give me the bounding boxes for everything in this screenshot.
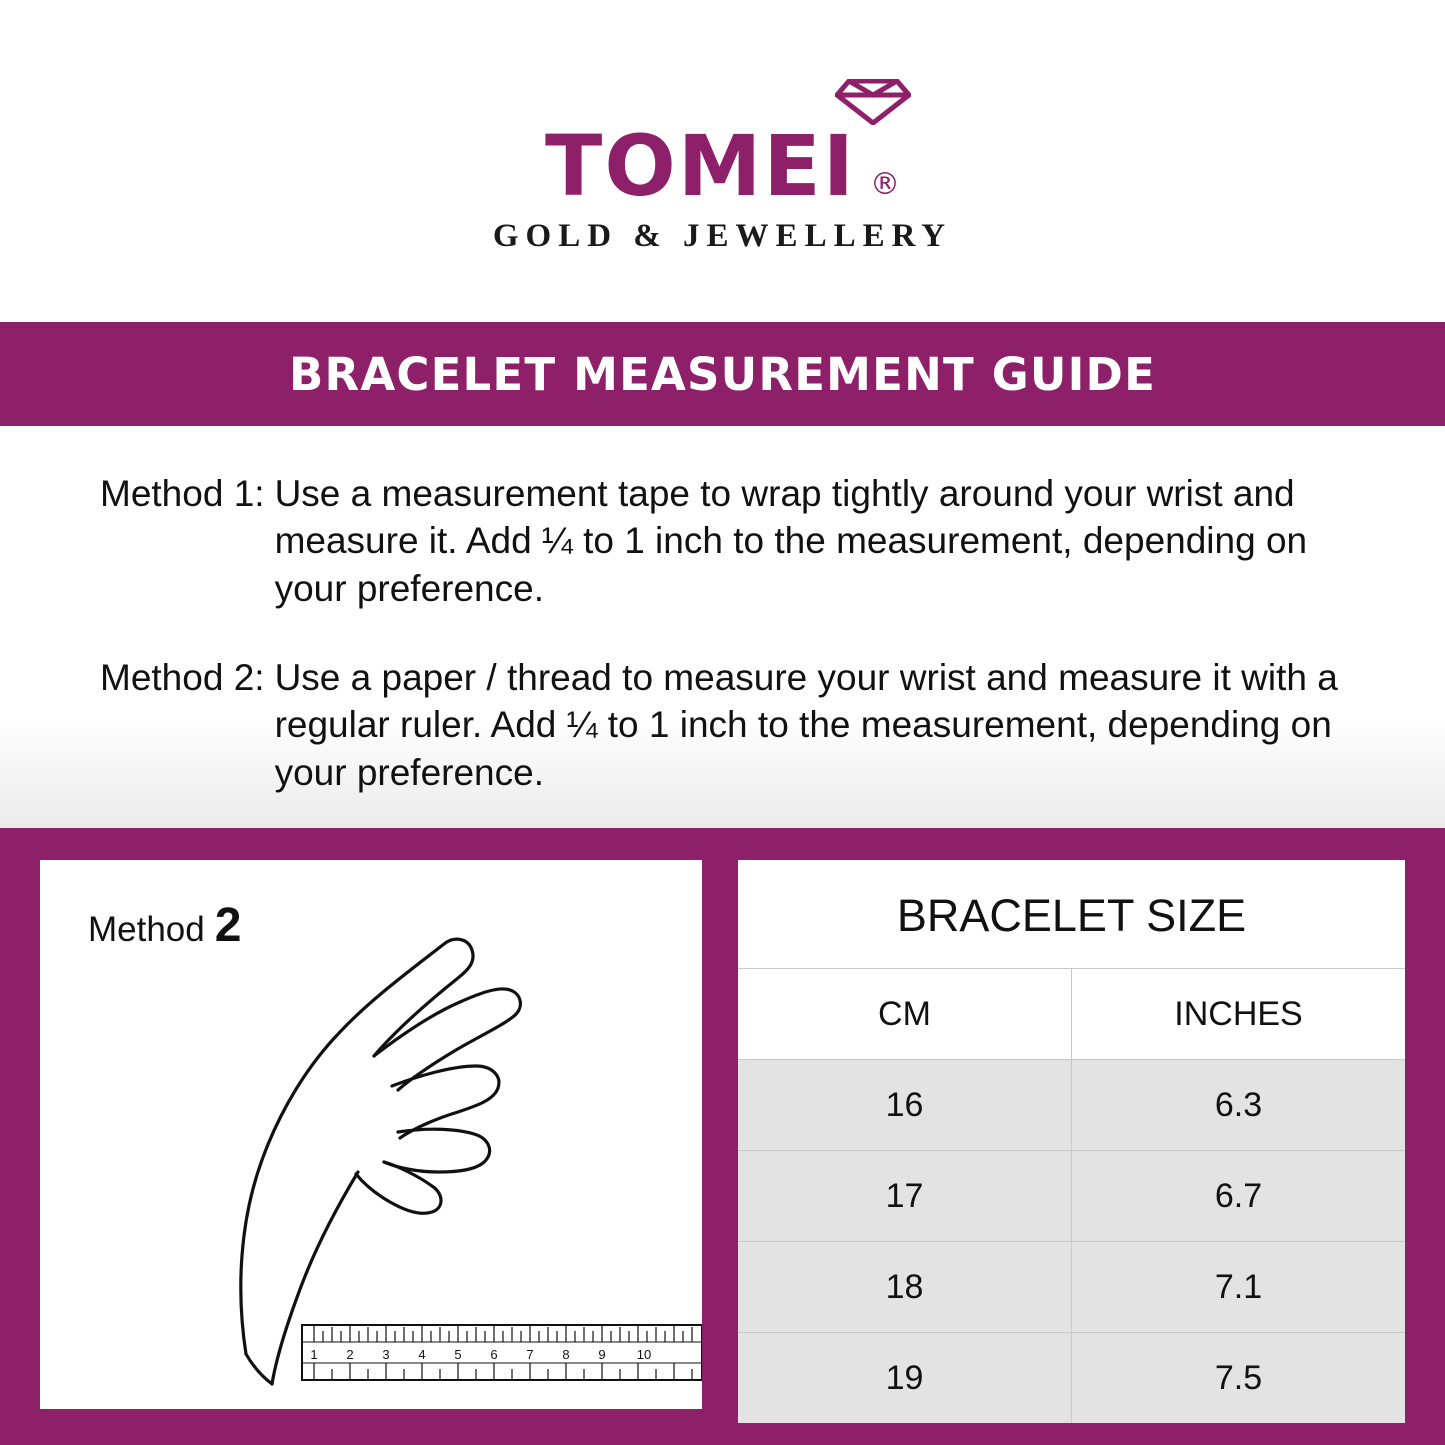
brand-tagline: GOLD & JEWELLERY bbox=[492, 218, 953, 255]
table-row bbox=[738, 1333, 1405, 1424]
page-title: BRACELET MEASUREMENT GUIDE bbox=[288, 347, 1157, 401]
svg-text:9: 9 bbox=[598, 1347, 606, 1362]
table-row bbox=[738, 1242, 1405, 1333]
svg-text:4: 4 bbox=[418, 1347, 426, 1362]
svg-text:7: 7 bbox=[526, 1347, 534, 1362]
cell-cm: 19 bbox=[738, 1333, 1072, 1424]
svg-text:1: 1 bbox=[310, 1347, 318, 1362]
brand-wordmark bbox=[545, 116, 900, 215]
brand-name: TOMEI bbox=[545, 116, 856, 215]
svg-text:6: 6 bbox=[490, 1347, 498, 1362]
ruler-graphic bbox=[302, 1325, 702, 1380]
method-item bbox=[100, 654, 1375, 796]
column-header-cm: CM bbox=[738, 969, 1072, 1060]
registered-mark-icon: ® bbox=[869, 166, 900, 202]
method-text: Use a paper / thread to measure your wrist and measure it with a regular ruler. Add ¼ to 1 inch to the measurement, depending on your preference. bbox=[274, 657, 1338, 793]
bottom-panel bbox=[0, 828, 1445, 1445]
svg-text:10: 10 bbox=[636, 1347, 652, 1362]
cell-cm: 18 bbox=[738, 1242, 1072, 1333]
illustration-caption-number: 2 bbox=[214, 899, 242, 952]
svg-text:5: 5 bbox=[454, 1347, 462, 1362]
method-label: Method 1: bbox=[100, 473, 265, 514]
svg-text:3: 3 bbox=[382, 1347, 390, 1362]
cell-inches: 7.1 bbox=[1072, 1242, 1406, 1333]
cell-inches: 6.3 bbox=[1072, 1060, 1406, 1151]
illustration-caption-prefix: Method bbox=[88, 910, 205, 949]
method-label: Method 2: bbox=[100, 657, 265, 699]
cell-cm: 17 bbox=[738, 1151, 1072, 1242]
table-row bbox=[738, 1151, 1405, 1242]
method-text: Use a measurement tape to wrap tightly around your wrist and measure it. Add ¼ to 1 inch to the measurement, depending on your preference. bbox=[274, 473, 1308, 609]
cell-inches: 7.5 bbox=[1072, 1333, 1406, 1424]
table-header-row bbox=[738, 969, 1405, 1060]
method-item bbox=[100, 470, 1375, 612]
methods-section bbox=[0, 426, 1445, 828]
column-header-inches: INCHES bbox=[1072, 969, 1406, 1060]
illustration-card bbox=[40, 860, 702, 1409]
bracelet-size-card bbox=[738, 860, 1405, 1409]
brand-header bbox=[0, 0, 1445, 322]
bracelet-size-table bbox=[738, 968, 1405, 1423]
svg-text:8: 8 bbox=[562, 1347, 570, 1362]
table-row bbox=[738, 1060, 1405, 1151]
page-title-band bbox=[0, 322, 1445, 426]
cell-inches: 6.7 bbox=[1072, 1151, 1406, 1242]
cell-cm: 16 bbox=[738, 1060, 1072, 1151]
svg-text:2: 2 bbox=[346, 1347, 354, 1362]
size-table-title: BRACELET SIZE bbox=[896, 890, 1247, 941]
hand-with-ruler-illustration bbox=[40, 860, 702, 1409]
